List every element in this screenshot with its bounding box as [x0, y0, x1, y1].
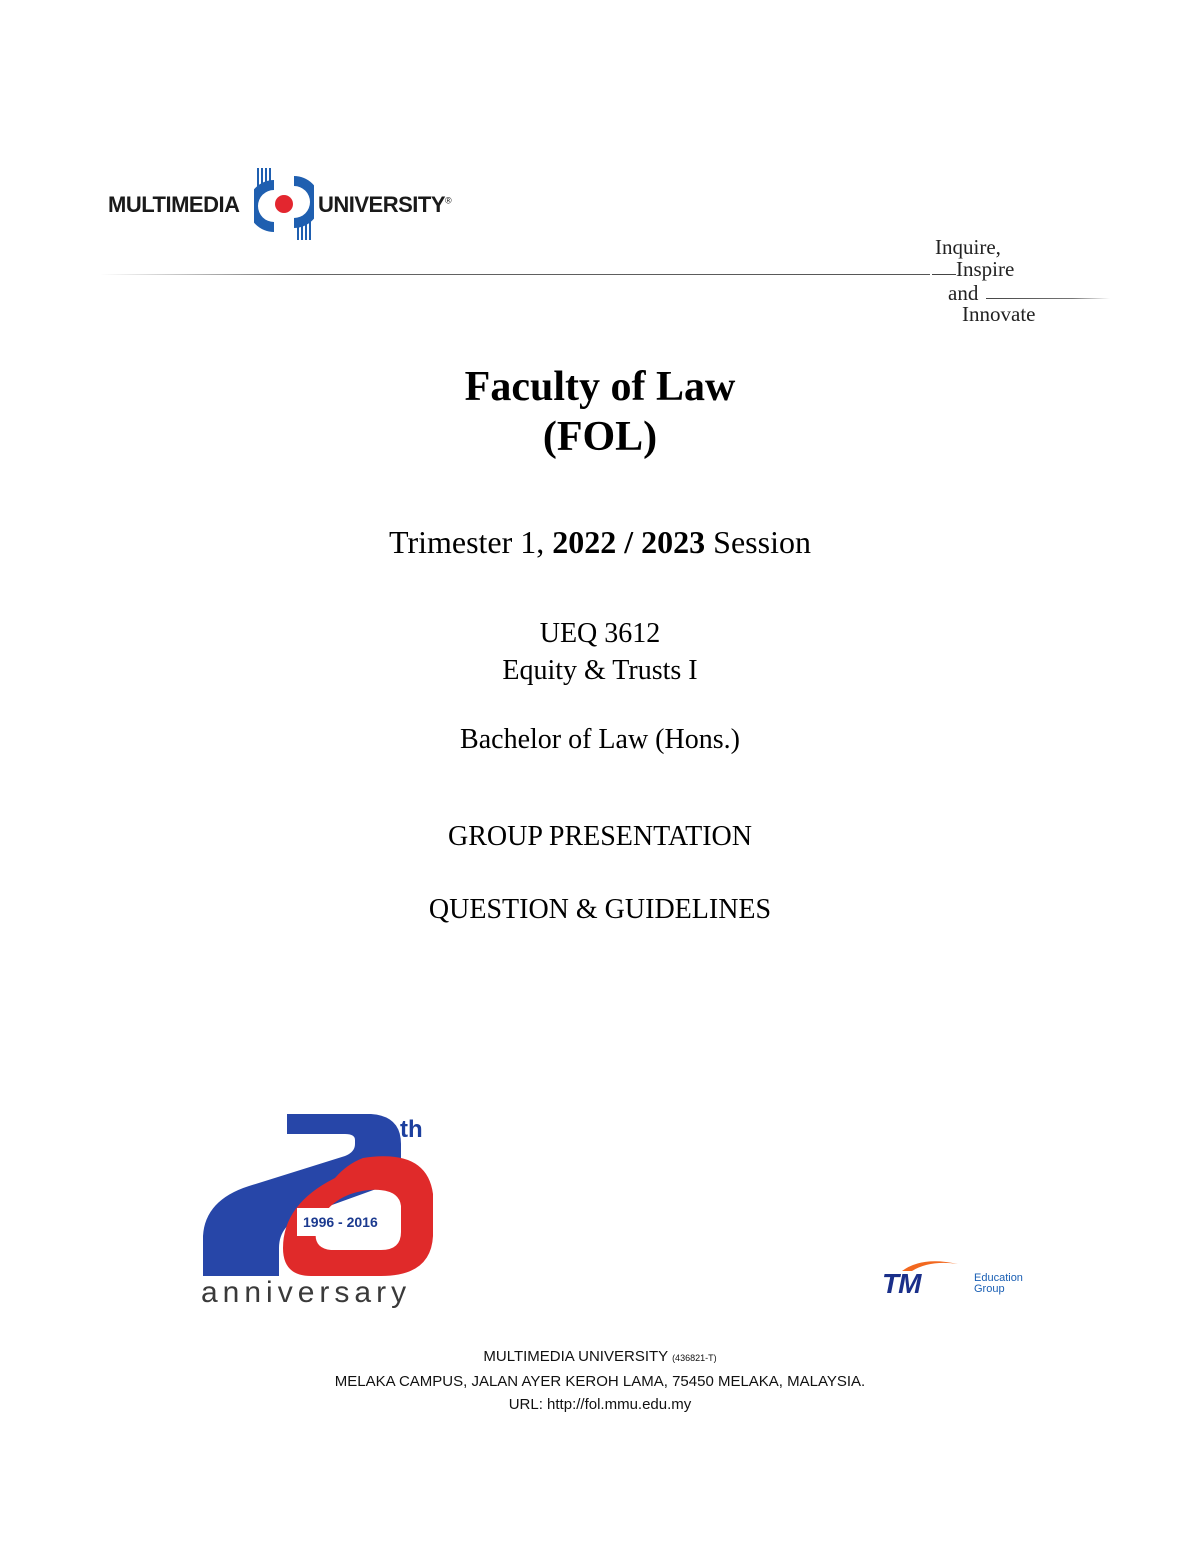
- course-code: UEQ 3612: [539, 618, 661, 649]
- tagline-inspire: Inspire: [956, 257, 1015, 281]
- tagline: [932, 234, 1122, 326]
- tagline-and: and: [948, 281, 979, 305]
- session-suffix: Session: [705, 524, 811, 560]
- title-abbreviation: (FOL): [542, 414, 658, 460]
- anniversary-superscript: th: [400, 1116, 423, 1143]
- footer-reg-no: (436821-T): [672, 1353, 717, 1363]
- degree-name: Bachelor of Law (Hons.): [460, 724, 740, 755]
- anniversary-word: anniversary: [201, 1276, 412, 1309]
- tm-letters: TM: [882, 1268, 921, 1299]
- footer-address: MELAKA CAMPUS, JALAN AYER KEROH LAMA, 75450 MELAKA, MALAYSIA.: [334, 1373, 866, 1390]
- document-type: QUESTION & GUIDELINES: [428, 894, 772, 925]
- session-years: 2022 / 2023: [552, 524, 706, 560]
- tm-subtitle-line1: Education: [974, 1272, 1023, 1284]
- mmu-emblem-icon: [254, 166, 314, 242]
- tm-subtitle: [974, 1273, 1023, 1295]
- page-title: [0, 362, 1200, 462]
- footer-university: MULTIMEDIA UNIVERSITY (436821-T): [483, 1348, 717, 1365]
- footer: [0, 1345, 1200, 1416]
- tm-subtitle-line2: Group: [974, 1283, 1005, 1295]
- title-faculty: Faculty of Law: [464, 364, 736, 410]
- session-line: [0, 522, 1200, 562]
- session-prefix: Trimester 1,: [389, 524, 553, 560]
- tagline-inquire: Inquire,: [935, 235, 1001, 259]
- tagline-rule: [986, 298, 1110, 299]
- logo-text-multimedia: MULTIMEDIA: [108, 192, 240, 217]
- logo-text-university: UNIVERSITY®: [318, 192, 452, 217]
- anniversary-years: 1996 - 2016: [303, 1214, 378, 1230]
- header-divider: [100, 274, 930, 275]
- tm-education-logo: [880, 1258, 1040, 1302]
- course-name: Equity & Trusts I: [502, 655, 698, 686]
- registered-mark: ®: [445, 195, 452, 206]
- footer-url: URL: http://fol.mmu.edu.my: [508, 1396, 692, 1413]
- anniversary-logo: [195, 1108, 450, 1318]
- mmu-logo: [108, 166, 468, 242]
- assessment-type: GROUP PRESENTATION: [448, 821, 752, 852]
- course-info: [0, 615, 1200, 689]
- tagline-rule: [932, 274, 956, 275]
- tagline-innovate: Innovate: [962, 302, 1036, 326]
